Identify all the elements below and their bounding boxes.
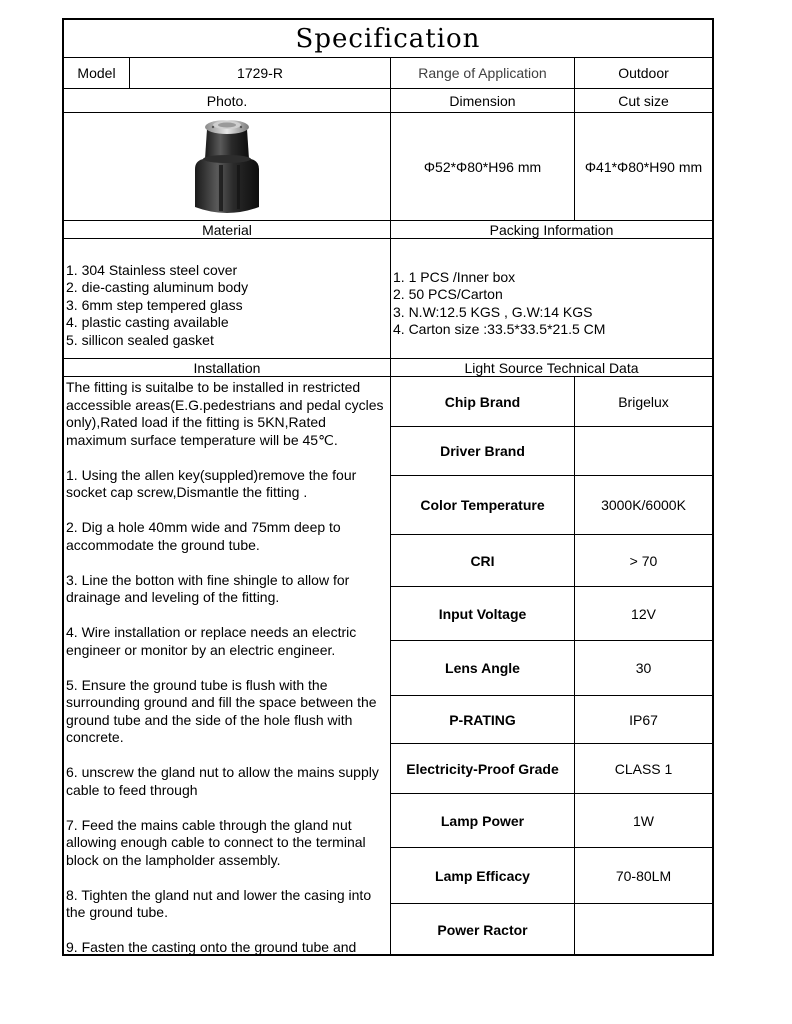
tech-name-driver-brand: Driver Brand [391,427,575,476]
product-photo [185,115,269,219]
tech-value-lens-angle: 30 [575,641,712,696]
material-list-cell [64,239,391,359]
packing-label: Packing Information [391,221,712,239]
material-label: Material [64,221,391,239]
tech-name-lens-angle: Lens Angle [391,641,575,696]
installation-paragraph: 6. unscrew the gland nut to allow the mains supply cable to feed through [66,764,379,798]
tech-name-lamp-efficacy: Lamp Efficacy [391,848,575,904]
list-item: 3. N.W:12.5 KGS , G.W:14 KGS [393,303,593,320]
list-item: 1. 304 Stainless steel cover [66,261,238,278]
installation-paragraph: 3. Line the botton with fine shingle to allow for drainage and leveling of the fitting. [66,571,350,605]
list-item: 2. 50 PCS/Carton [393,286,503,302]
list-item: 4. plastic casting available [66,314,229,331]
list-item: 4. Carton size :33.5*33.5*21.5 CM [393,321,606,337]
tech-value-cri: > 70 [575,535,712,587]
dimension-label: Dimension [391,89,575,113]
tech-value-driver-brand [575,427,712,476]
packing-list [391,265,607,343]
tech-value-power-ractor [575,904,712,956]
range-label: Range of Application [391,58,575,89]
installation-paragraph: 9. Fasten the casting onto the ground tube and [66,939,357,955]
packing-list-cell [391,239,712,359]
tech-value-lamp-efficacy: 70-80LM [575,848,712,904]
tech-name-cri: CRI [391,535,575,587]
tech-value-input-voltage: 12V [575,587,712,641]
installation-text [64,377,391,956]
tech-value-p-rating: IP67 [575,696,712,744]
list-item: 3. 6mm step tempered glass [66,296,243,313]
tech-value-color-temperature: 3000K/6000K [575,476,712,535]
list-item: 1. 1 PCS /Inner box [393,268,516,285]
tech-name-p-rating: P-RATING [391,696,575,744]
tech-value-electricity-proof-grade: CLASS 1 [575,744,712,794]
tech-name-power-ractor: Power Ractor [391,904,575,956]
tech-label: Light Source Technical Data [391,359,712,377]
tech-name-electricity-proof-grade: Electricity-Proof Grade [391,744,575,794]
installation-paragraph: 1. Using the allen key(suppled)remove the four socket cap screw,Dismantle the fitting . [66,466,357,500]
tech-name-color-temperature: Color Temperature [391,476,575,535]
tech-name-chip-brand: Chip Brand [391,377,575,427]
list-item: 2. die-casting aluminum body [66,279,249,296]
dimension-value: Φ52*Φ80*H96 mm [391,113,575,221]
photo-label: Photo. [64,89,391,113]
installation-paragraph: 4. Wire installation or replace needs an electric engineer or monitor by an electric engineer. [66,624,357,658]
tech-value-chip-brand: Brigelux [575,377,712,427]
spec-sheet [62,18,714,956]
tech-value-lamp-power: 1W [575,794,712,848]
page-title: Specification [64,20,712,58]
product-photo-cell [64,113,391,221]
tech-name-input-voltage: Input Voltage [391,587,575,641]
model-label: Model [64,58,130,89]
cutsize-label: Cut size [575,89,712,113]
material-list [64,258,250,354]
range-value: Outdoor [575,58,712,89]
list-item: 5. sillicon sealed gasket [66,331,214,348]
tech-name-lamp-power: Lamp Power [391,794,575,848]
installation-paragraph: 7. Feed the mains cable through the gland nut allowing enough cable to connect to the terminal block on the lampholder assembly. [66,816,366,868]
cutsize-value: Φ41*Φ80*H90 mm [575,113,712,221]
model-value: 1729-R [130,58,391,89]
installation-paragraph: 5. Ensure the ground tube is flush with the surrounding ground and fill the space between the ground tube and the side of the hole flush with concrete. [66,676,377,745]
installation-paragraph: The fitting is suitalbe to be installed in restricted accessible areas(E.G.pedestrians and pedal cycles only),Rated load if the fitting is 5KN,Rated maximum surface temperature will be 45℃. [66,379,384,448]
installation-paragraph: 2. Dig a hole 40mm wide and 75mm deep to accommodate the ground tube. [66,519,341,553]
installation-paragraph: 8. Tighten the gland nut and lower the casing into the ground tube. [66,886,372,920]
installation-label: Installation [64,359,391,377]
